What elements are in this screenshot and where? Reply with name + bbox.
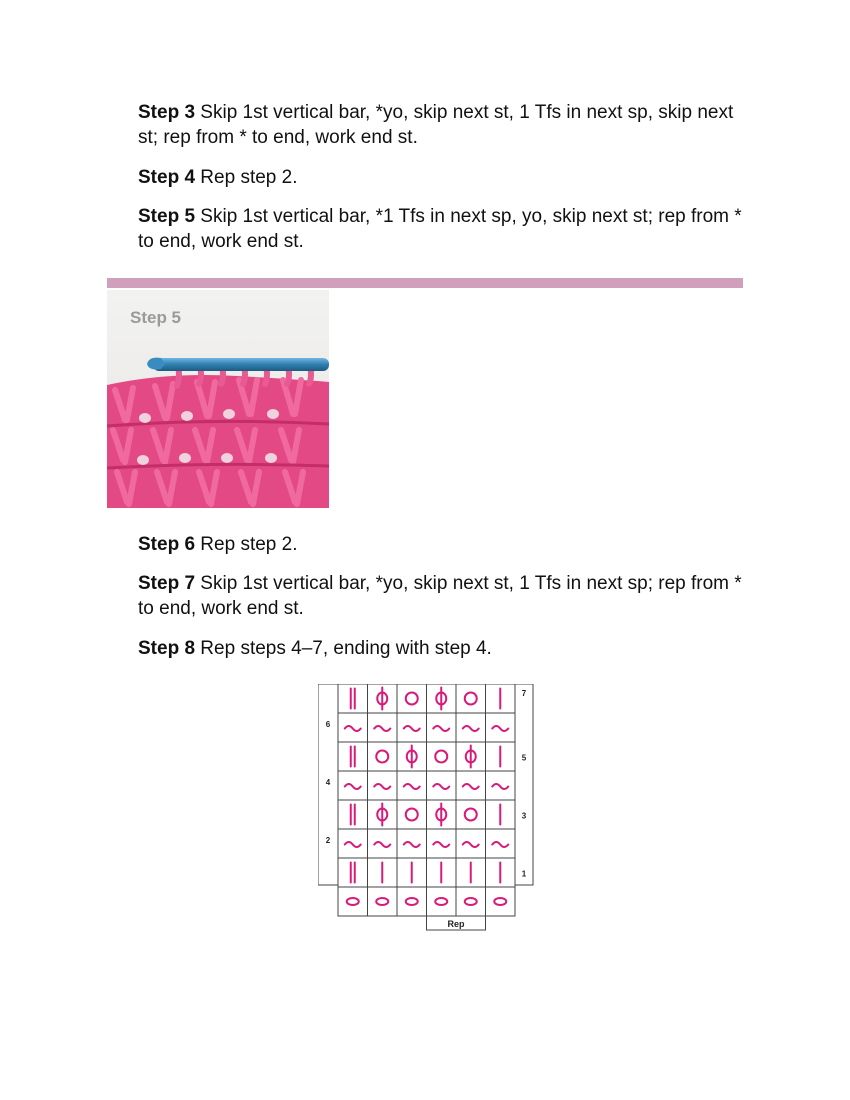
stitch-circle-icon (465, 693, 477, 705)
chart-cell (368, 887, 398, 916)
step-3-label: Step 3 (138, 102, 196, 123)
stitch-oval-icon (494, 898, 506, 905)
chart-cell (338, 800, 368, 829)
stitch-tilde-icon (463, 784, 479, 789)
stitch-circle-icon (406, 693, 418, 705)
chart-cell (397, 800, 427, 829)
photo-caption: Step 5 (130, 308, 182, 327)
stitch-circle-icon (435, 751, 447, 763)
stitch-tilde-icon (492, 784, 508, 789)
stitch-tilde-icon (374, 784, 390, 789)
stitch-oval-icon (347, 898, 359, 905)
step-5-text: Skip 1st vertical bar, *1 Tfs in next sp, yo, skip next st; rep from * to end, work end st. (138, 206, 742, 252)
stitch-tilde-icon (463, 726, 479, 731)
step-3-text: Skip 1st vertical bar, *yo, skip next st, 1 Tfs in next sp, skip next st; rep from * to end, work end st. (138, 102, 734, 148)
crochet-hook-icon (153, 358, 329, 371)
stitch-tilde-icon (404, 726, 420, 731)
repeat-label: Rep (447, 919, 465, 929)
stitch-tilde-icon (374, 842, 390, 847)
step-4-text: Rep step 2. (195, 167, 298, 188)
step-7-label: Step 7 (138, 573, 196, 594)
stitch-oval-icon (376, 898, 388, 905)
row-number-left: 4 (325, 778, 331, 787)
step-8-paragraph (138, 636, 748, 661)
stitch-tilde-icon (463, 842, 479, 847)
stitch-tilde-icon (433, 842, 449, 847)
stitch-tilde-icon (404, 784, 420, 789)
step-7-paragraph (138, 571, 748, 621)
step-6-text: Rep step 2. (195, 534, 298, 555)
step-4-paragraph (138, 165, 748, 190)
row-number-right: 1 (521, 869, 527, 879)
chart-cell (338, 684, 368, 713)
stitch-oval-icon (465, 898, 477, 905)
step-8-text: Rep steps 4–7, ending with step 4. (195, 638, 492, 659)
chart-cell (338, 858, 368, 887)
stitch-tilde-icon (345, 784, 361, 789)
chart-cell (397, 887, 427, 916)
stitch-circle-icon (406, 809, 418, 821)
step-8-label: Step 8 (138, 638, 196, 659)
chart-cell (338, 887, 368, 916)
stitch-tilde-icon (345, 726, 361, 731)
stitch-tilde-icon (433, 726, 449, 731)
stitch-tilde-icon (492, 842, 508, 847)
step-7-text: Skip 1st vertical bar, *yo, skip next st, 1 Tfs in next sp; rep from * to end, work end st. (138, 573, 742, 619)
stitch-oval-icon (435, 898, 447, 905)
row-number-right: 7 (521, 689, 527, 698)
chart-cell (338, 742, 368, 771)
step-5-paragraph (138, 204, 748, 254)
stitch-tilde-icon (433, 784, 449, 789)
step-3-paragraph (138, 100, 748, 150)
chart-cell (456, 800, 486, 829)
step-4-label: Step 4 (138, 167, 196, 188)
stitch-tilde-icon (404, 842, 420, 847)
chart-cell (456, 887, 486, 916)
row-number-left: 2 (325, 836, 331, 845)
step-6-label: Step 6 (138, 534, 196, 555)
section-divider (107, 278, 743, 288)
chart-right-column (515, 684, 533, 885)
chart-cell (427, 887, 457, 916)
chart-cell (486, 887, 516, 916)
stitch-tilde-icon (345, 842, 361, 847)
stitch-tilde-icon (374, 726, 390, 731)
chart-cell (397, 684, 427, 713)
row-number-right: 3 (521, 811, 527, 821)
stitch-circle-icon (376, 751, 388, 763)
chart-cell (368, 742, 398, 771)
chart-cell (456, 684, 486, 713)
step-5-photo (107, 290, 329, 508)
row-number-left: 6 (325, 720, 331, 729)
stitch-circle-icon (465, 809, 477, 821)
chart-cell (427, 742, 457, 771)
stitch-chart (318, 684, 538, 938)
row-number-right: 5 (521, 753, 527, 763)
stitch-oval-icon (406, 898, 418, 905)
stitch-tilde-icon (492, 726, 508, 731)
step-5-label: Step 5 (138, 206, 196, 227)
step-6-paragraph (138, 532, 748, 557)
